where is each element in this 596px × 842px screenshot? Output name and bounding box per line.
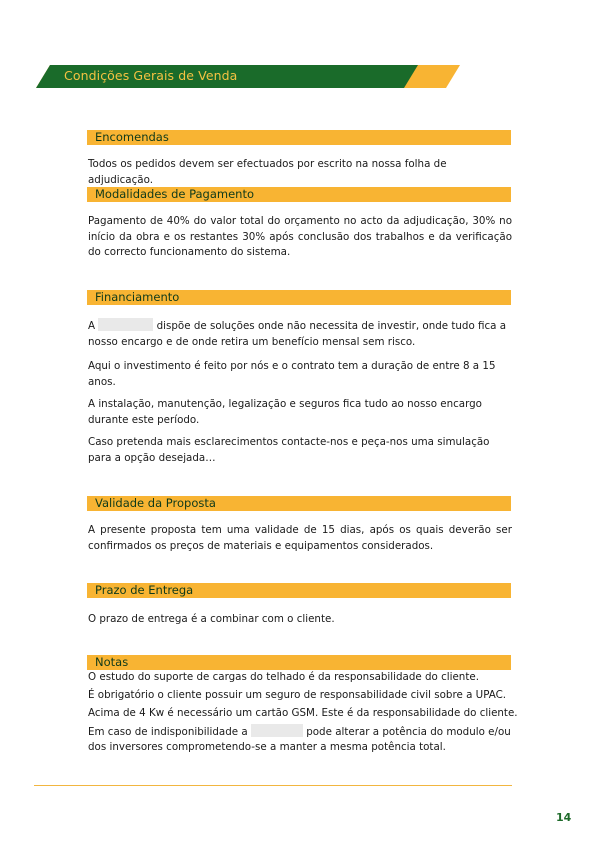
header-banner: [36, 65, 460, 88]
section-heading-label: Prazo de Entrega: [95, 583, 194, 597]
section-heading-pagamento: [87, 187, 511, 202]
notas-line-4-prefix: Em caso de indisponibilidade a: [88, 726, 248, 738]
financiamento-paragraph-1: [88, 318, 512, 350]
notas-line-3: Acima de 4 Kw é necessário um cartão GSM. Este é da responsabilidade do cliente.: [88, 707, 518, 719]
notas-line-5: dos inversores comprometendo-se a manter a mesma potência total.: [88, 741, 446, 753]
section-heading-label: Financiamento: [95, 290, 180, 304]
financiamento-paragraph-3: A instalação, manutenção, legalização e seguros fica tudo ao nosso encargo durante este período.: [88, 398, 482, 426]
notas-line-2: É obrigatório o cliente possuir um seguro de responsabilidade civil sobre a UPAC.: [88, 689, 507, 701]
notas-line-4-rest: pode alterar a potência do modulo e/ou: [306, 726, 511, 738]
pagamento-text: Pagamento de 40% do valor total do orçamento no acto da adjudicação, 30% no início da obra e os restantes 30% após conclusão dos trabalhos e da verificação do correcto funcionamento do sistema.: [88, 215, 512, 258]
section-heading-financiamento: [87, 290, 511, 305]
section-heading-notas: [87, 655, 511, 670]
financiamento-p1-rest: dispõe de soluções onde não necessita de investir, onde tudo fica a nosso encargo e de onde retira um benefício mensal sem risco.: [88, 320, 507, 348]
notas-line-1: O estudo do suporte de cargas do telhado é da responsabilidade do cliente.: [88, 671, 479, 683]
encomendas-text: Todos os pedidos devem ser efectuados por escrito na nossa folha de adjudicação.: [88, 158, 447, 186]
notas-line-4: [88, 724, 528, 739]
redacted-company-name: [251, 724, 303, 737]
section-heading-encomendas: [87, 130, 511, 145]
prazo-text: O prazo de entrega é a combinar com o cliente.: [88, 613, 335, 625]
section-heading-label: Modalidades de Pagamento: [95, 187, 255, 201]
section-heading-validade: [87, 496, 511, 511]
section-heading-prazo: [87, 583, 511, 598]
page-number: 14: [556, 811, 572, 824]
page-title: Condições Gerais de Venda: [64, 68, 238, 83]
section-heading-label: Encomendas: [95, 130, 169, 144]
financiamento-paragraph-2: Aqui o investimento é feito por nós e o contrato tem a duração de entre 8 a 15 anos.: [88, 360, 496, 388]
financiamento-p1-prefix: A: [88, 320, 96, 332]
section-heading-label: Validade da Proposta: [95, 496, 216, 510]
footer-divider: [34, 785, 512, 786]
redacted-company-name: [98, 318, 153, 331]
section-heading-label: Notas: [95, 655, 129, 669]
financiamento-paragraph-4: Caso pretenda mais esclarecimentos contacte-nos e peça-nos uma simulação para a opção desejada…: [88, 436, 490, 464]
validade-text: A presente proposta tem uma validade de 15 dias, após os quais deverão ser confirmados os preços de materiais e equipamentos considerados.: [88, 524, 512, 552]
